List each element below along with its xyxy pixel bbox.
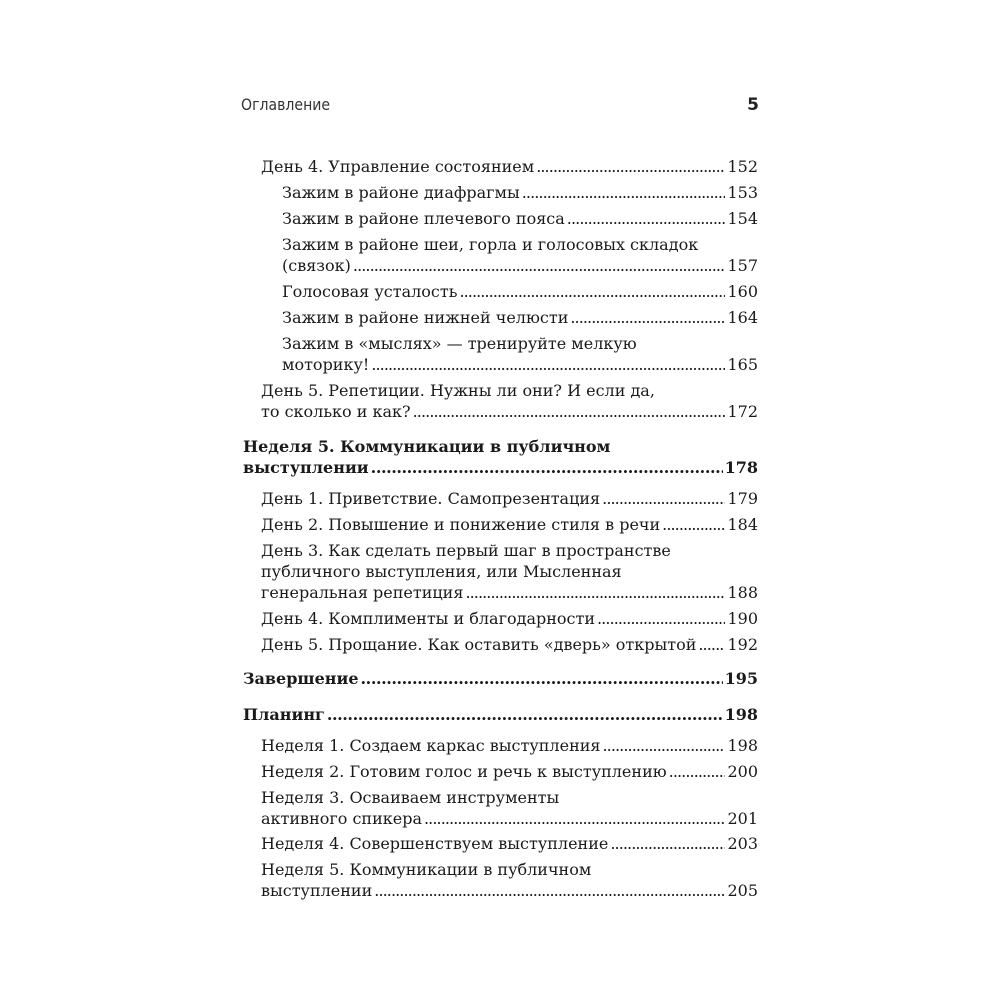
toc-entry-page: 152	[727, 157, 758, 176]
toc-entry[interactable]	[261, 540, 758, 603]
dot-leader	[327, 704, 723, 725]
dot-leader	[522, 182, 726, 203]
toc-entry-label: (связок)	[282, 256, 351, 275]
dot-leader	[567, 208, 726, 229]
toc-entry-page: 165	[727, 355, 758, 374]
toc-entry[interactable]	[282, 333, 758, 375]
toc-entry-page: 188	[727, 583, 758, 602]
toc-entry-label: Неделя 2. Готовим голос и речь к выступлению	[261, 762, 667, 781]
toc-entry-label-line: Неделя 5. Коммуникации в публичном	[261, 860, 592, 879]
toc-entry[interactable]	[282, 208, 758, 229]
toc-section[interactable]	[243, 704, 758, 725]
toc-entry-label: выступлении	[261, 881, 373, 900]
page-number: 5	[747, 95, 759, 115]
toc-entry[interactable]	[282, 281, 758, 302]
toc-entry[interactable]	[261, 514, 758, 535]
dot-leader	[371, 354, 725, 375]
toc-entry[interactable]	[261, 787, 758, 829]
toc-section-page: 178	[724, 458, 758, 477]
toc-section-page: 198	[724, 705, 758, 724]
toc-entry-page: 200	[727, 762, 758, 781]
running-title: Оглавление	[241, 95, 331, 114]
dot-leader	[371, 457, 723, 478]
dot-leader	[353, 255, 726, 276]
toc-entry[interactable]	[261, 859, 758, 901]
toc-entry[interactable]	[282, 234, 758, 276]
toc-entry-label-line: публичного выступления, или Мысленная	[261, 562, 622, 581]
dot-leader	[374, 880, 725, 901]
toc-entry[interactable]	[261, 735, 758, 756]
toc-entry[interactable]	[261, 634, 758, 655]
toc-entry-label: День 5. Прощание. Как оставить «дверь» открытой	[261, 635, 697, 654]
toc-section-label: выступлении	[243, 458, 369, 477]
toc-section-label-line: Неделя 5. Коммуникации в публичном	[243, 437, 611, 456]
toc-entry-label: День 4. Комплименты и благодарности	[261, 609, 595, 628]
toc-section-label: Завершение	[243, 669, 359, 688]
toc-entry-label: День 1. Приветствие. Самопрезентация	[261, 489, 601, 508]
toc-entry-page: 172	[727, 402, 758, 421]
toc-entry[interactable]	[261, 156, 758, 177]
dot-leader	[662, 514, 725, 535]
toc-entry[interactable]	[261, 761, 758, 782]
dot-leader	[465, 582, 725, 603]
toc-entry-label-line: Зажим в «мыслях» — тренируйте мелкую	[282, 334, 637, 353]
toc-entry[interactable]	[261, 833, 758, 854]
toc-entry-page: 153	[727, 183, 758, 202]
toc-entry-label: Зажим в районе диафрагмы	[282, 183, 520, 202]
dot-leader	[698, 634, 725, 655]
toc-entry-label-line: Зажим в районе шеи, горла и голосовых складок	[282, 235, 699, 254]
toc-entry-label: Зажим в районе плечевого пояса	[282, 209, 565, 228]
toc-entry-label: генеральная репетиция	[261, 583, 464, 602]
toc-entry-label: то сколько и как?	[261, 402, 411, 421]
toc-entry-page: 179	[727, 489, 758, 508]
toc-entry-page: 205	[727, 881, 758, 900]
toc-entry-label: Неделя 4. Совершенствуем выступление	[261, 834, 609, 853]
toc-entry[interactable]	[261, 488, 758, 509]
toc-entry[interactable]	[261, 608, 758, 629]
toc-entry-label: День 4. Управление состоянием	[261, 157, 535, 176]
toc-entry-label: моторику!	[282, 355, 370, 374]
dot-leader	[361, 668, 723, 689]
toc-entry-page: 154	[727, 209, 758, 228]
toc-entry-label: Голосовая усталость	[282, 282, 458, 301]
toc-entry-page: 203	[727, 834, 758, 853]
toc-entry-label-line: День 5. Репетиции. Нужны ли они? И если да,	[261, 381, 655, 400]
toc-section-label: Планинг	[243, 705, 325, 724]
toc-section[interactable]	[243, 436, 758, 478]
dot-leader	[413, 401, 726, 422]
toc-section[interactable]	[243, 668, 758, 689]
toc-entry-page: 192	[727, 635, 758, 654]
dot-leader	[602, 735, 725, 756]
toc-section-page: 195	[724, 669, 758, 688]
toc-entry-page: 164	[727, 308, 758, 327]
toc-entry-page: 201	[727, 809, 758, 828]
dot-leader	[459, 281, 725, 302]
dot-leader	[424, 808, 725, 829]
toc-entry-page: 190	[727, 609, 758, 628]
page-header	[241, 95, 759, 119]
toc-entry-label: активного спикера	[261, 809, 422, 828]
toc-entry[interactable]	[261, 380, 758, 422]
toc-entry-label: Неделя 1. Создаем каркас выступления	[261, 736, 601, 755]
dot-leader	[669, 761, 726, 782]
toc-entry-page: 157	[727, 256, 758, 275]
dot-leader	[597, 608, 725, 629]
toc-entry-page: 198	[727, 736, 758, 755]
dot-leader	[536, 156, 725, 177]
toc-entry-label: Зажим в районе нижней челюсти	[282, 308, 569, 327]
toc-entry-label-line: Неделя 3. Осваиваем инструменты	[261, 788, 560, 807]
dot-leader	[610, 833, 725, 854]
dot-leader	[570, 307, 725, 328]
toc-entry-label-line: День 3. Как сделать первый шаг в пространстве	[261, 541, 671, 560]
toc-entry[interactable]	[282, 307, 758, 328]
toc-entry-page: 160	[727, 282, 758, 301]
dot-leader	[602, 488, 725, 509]
toc-entry-label: День 2. Повышение и понижение стиля в речи	[261, 515, 661, 534]
toc-entry[interactable]	[282, 182, 758, 203]
toc-entry-page: 184	[727, 515, 758, 534]
